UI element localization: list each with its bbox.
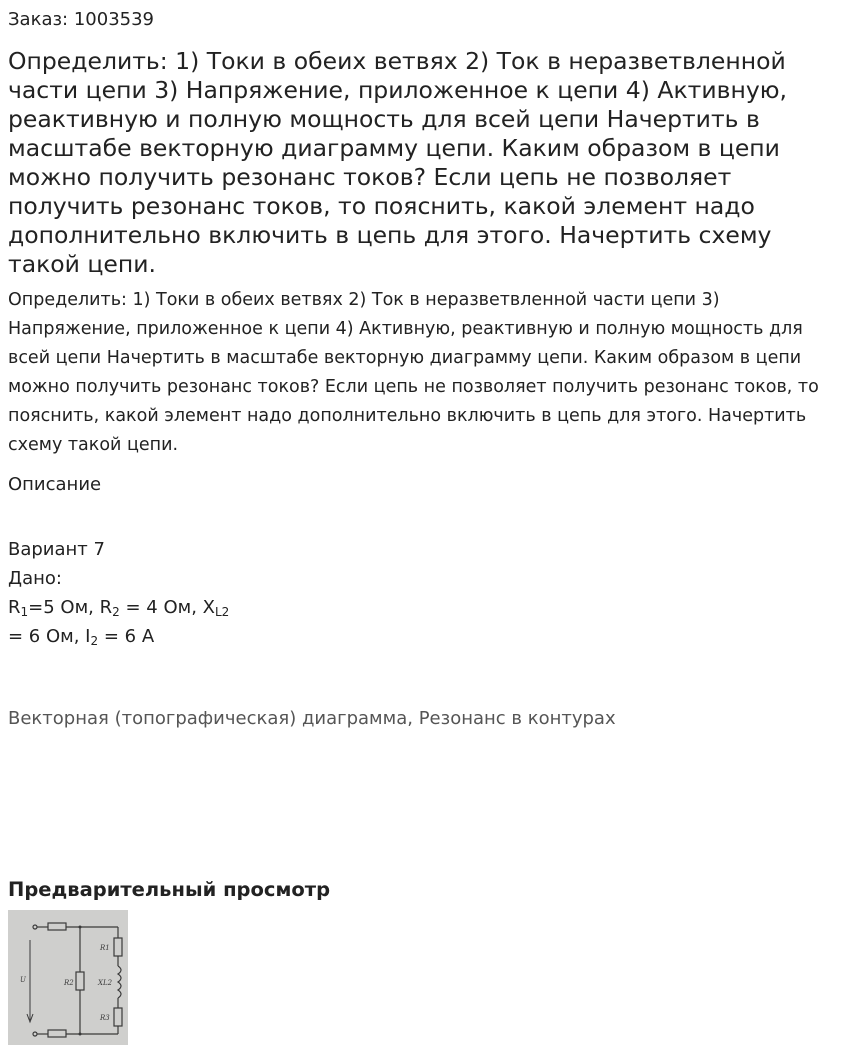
task-description: Определить: 1) Токи в обеих ветвях 2) Ток в неразветвленной части цепи 3) Напряжение, приложенное к цепи 4) Активную, реактивную и полную мощность для всей цепи Начертить в масштабе векторную диаграмму цепи. Каким образом в цепи можно получить резонанс токов? Если цепь не позволяет получить резонанс токов, то пояснить, какой элемент надо дополнительно включить в цепь для этого. Начертить схему такой цепи. xyxy=(8,290,819,455)
i2-subscript: 2 xyxy=(90,634,99,648)
r1-subscript: 1 xyxy=(20,605,29,619)
tag-link-resonance[interactable]: Резонанс в контурах xyxy=(418,708,616,729)
label-r3: R3 xyxy=(100,1014,110,1022)
label-r1: R1 xyxy=(100,944,110,952)
given-values-line-2 xyxy=(8,622,229,651)
tags-separator: , xyxy=(407,708,419,729)
preview-thumbnail[interactable] xyxy=(8,910,128,1045)
r1-symbol: R xyxy=(8,597,21,618)
order-number: 1003539 xyxy=(73,9,155,30)
label-xl2: XL2 xyxy=(98,979,113,987)
xl2-symbol: X xyxy=(202,597,215,618)
task-title: Определить: 1) Токи в обеих ветвях 2) Ток в неразветвленной части цепи 3) Напряжение, приложенное к цепи 4) Активную, реактивную и полную мощность для всей цепи Начертить в масштабе векторную диаграмму цепи. Каким образом в цепи можно получить резонанс токов? Если цепь не позволяет получить резонанс токов, то пояснить, какой элемент надо дополнительно включить в цепь для этого. Начертить схему такой цепи. xyxy=(8,47,787,278)
tag-link-vector-diagram[interactable]: Векторная (топографическая) диаграмма xyxy=(8,708,408,729)
order-line xyxy=(8,9,154,31)
preview-heading: Предварительный просмотр xyxy=(8,878,331,901)
r2-value: = 4 Ом, xyxy=(119,597,203,618)
tags-line xyxy=(8,707,616,731)
description-heading: Описание xyxy=(8,474,102,495)
circuit-schematic xyxy=(8,910,128,1045)
label-r2: R2 xyxy=(64,979,74,987)
r2-subscript: 2 xyxy=(112,605,120,619)
label-u: U xyxy=(20,976,26,984)
given-label: Дано: xyxy=(8,568,62,589)
xl2-value: = 6 Ом, xyxy=(8,626,86,647)
given-values-line-1 xyxy=(8,593,229,622)
given-block xyxy=(8,535,229,651)
variant-line: Вариант 7 xyxy=(8,539,105,560)
r1-value: =5 Ом, xyxy=(28,597,100,618)
i2-value: = 6 А xyxy=(98,626,155,647)
xl2-subscript: L2 xyxy=(215,605,230,619)
r2-symbol: R xyxy=(99,597,113,618)
order-label: Заказ: xyxy=(8,9,69,30)
i2-symbol: I xyxy=(85,626,91,647)
